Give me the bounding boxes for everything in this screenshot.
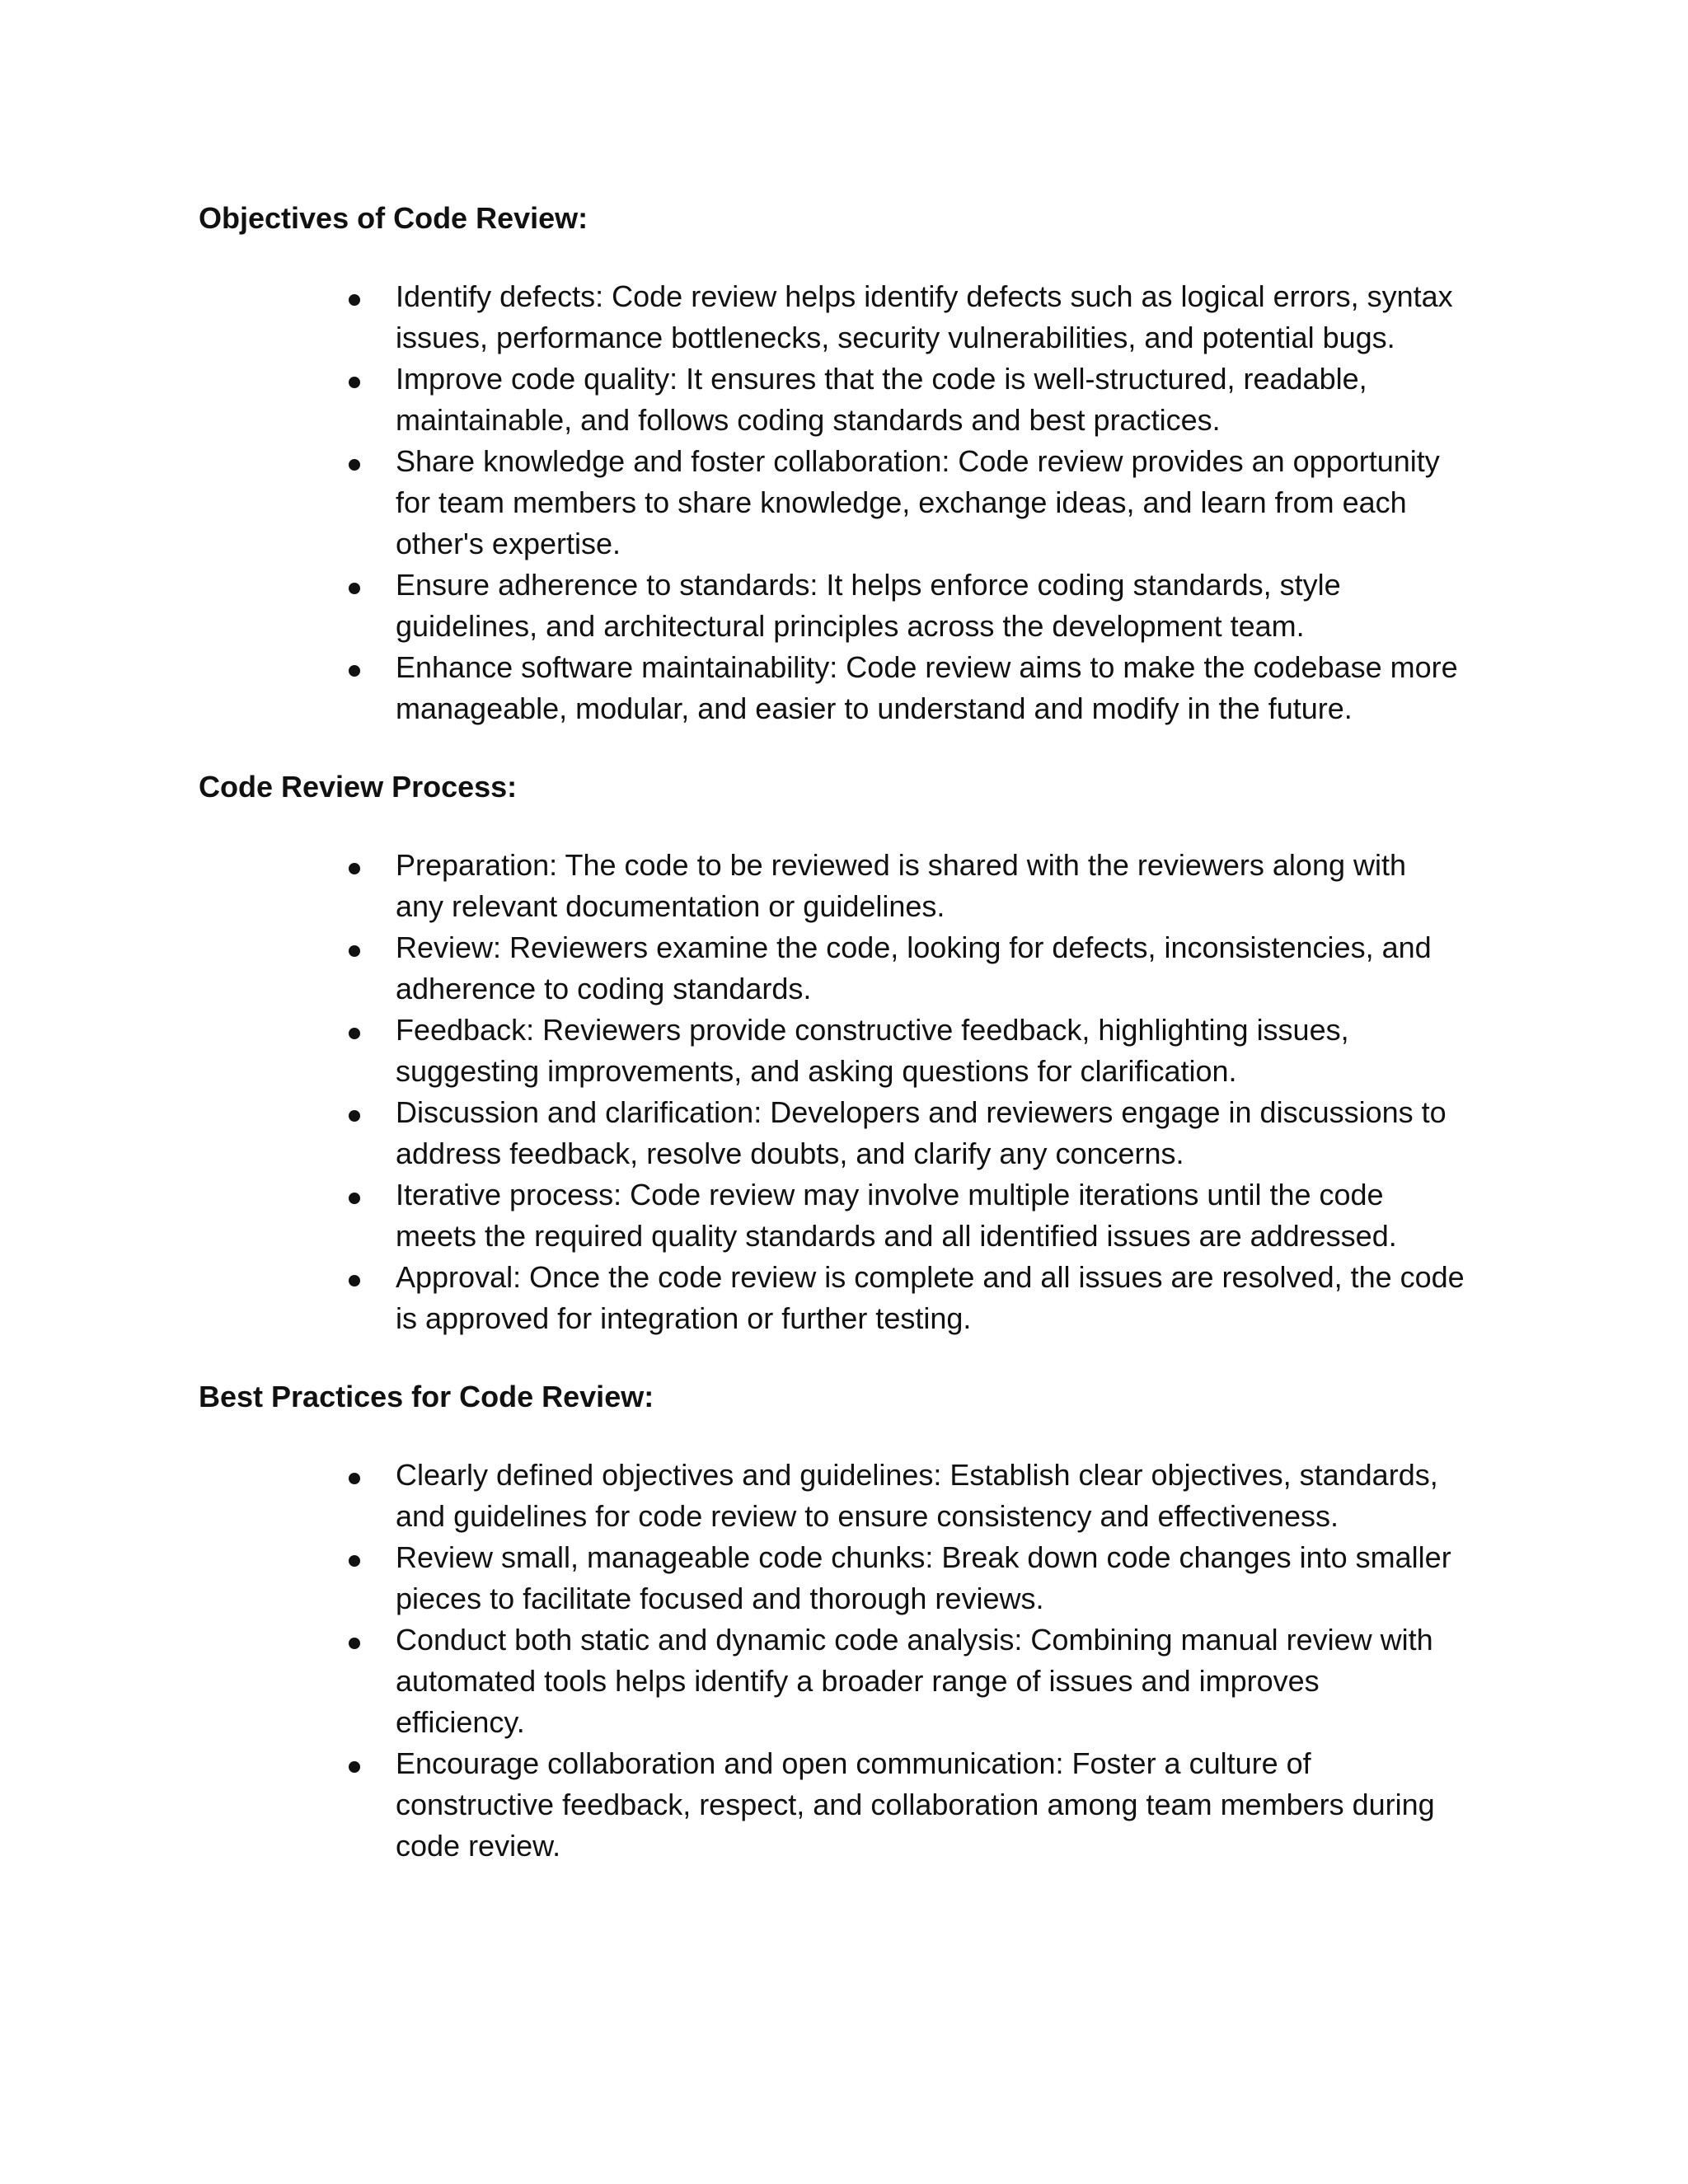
bullet-icon <box>349 1275 360 1286</box>
list-item <box>0 1092 1447 1174</box>
bullet-icon <box>349 459 360 471</box>
list-item <box>0 1455 1438 1537</box>
list-item-text: Preparation: The code to be reviewed is shared with the reviewers along with any relevant documentation or guidelines. <box>396 848 1407 923</box>
list-item-text: Encourage collaboration and open communication: Foster a culture of constructive feedback, respect, and collaboration among team members during code review. <box>396 1746 1435 1863</box>
bullet-icon <box>349 1555 360 1567</box>
list-item <box>0 1010 1349 1092</box>
list-item-text: Discussion and clarification: Developers and reviewers engage in discussions to address feedback, resolve doubts, and clarify any concerns. <box>396 1095 1447 1170</box>
bullet-icon <box>349 1028 360 1039</box>
bullet-icon <box>349 863 360 874</box>
list-item <box>0 1174 1397 1257</box>
bullet-icon <box>349 1638 360 1649</box>
list-item-text: Enhance software maintainability: Code review aims to make the codebase more manageable, modular, and easier to understand and modify in the future. <box>396 650 1458 725</box>
list-item-text: Share knowledge and foster collaboration: Code review provides an opportunity for team members to share knowledge, exchange ideas, and learn from each other's expertise. <box>396 444 1440 560</box>
list-item <box>0 441 1440 565</box>
bullet-icon <box>349 377 360 388</box>
list-item <box>0 845 1407 927</box>
list-item-text: Conduct both static and dynamic code analysis: Combining manual review with automated tools helps identify a broader range of issues and improves efficiency. <box>396 1623 1433 1739</box>
bullet-icon <box>349 1473 360 1484</box>
list-item <box>0 927 1432 1010</box>
best-practices-list <box>0 1455 1451 1867</box>
list-item-text: Feedback: Reviewers provide constructive feedback, highlighting issues, suggesting improvements, and asking questions for clarification. <box>396 1013 1349 1088</box>
list-item <box>0 1743 1435 1867</box>
list-item-text: Iterative process: Code review may involve multiple iterations until the code meets the required quality standards and all identified issues are addressed. <box>396 1178 1397 1253</box>
section-heading: Best Practices for Code Review: <box>199 1380 654 1413</box>
list-item-text: Approval: Once the code review is complete and all issues are resolved, the code is approved for integration or further testing. <box>396 1260 1465 1335</box>
list-item <box>0 565 1341 647</box>
bullet-icon <box>349 945 360 957</box>
list-item <box>0 1257 1465 1339</box>
list-item-text: Identify defects: Code review helps identify defects such as logical errors, syntax issues, performance bottlenecks, security vulnerabilities, and potential bugs. <box>396 279 1453 354</box>
list-item-text: Review small, manageable code chunks: Break down code changes into smaller pieces to facilitate focused and thorough reviews. <box>396 1540 1451 1615</box>
list-item-text: Ensure adherence to standards: It helps enforce coding standards, style guidelines, and architectural principles across the development team. <box>396 568 1341 643</box>
list-item <box>0 1537 1451 1619</box>
list-item <box>0 359 1367 441</box>
list-item <box>0 1619 1433 1743</box>
section-heading: Code Review Process: <box>199 770 518 804</box>
section-heading: Objectives of Code Review: <box>199 201 588 235</box>
objectives-list <box>0 276 1458 729</box>
list-item-text: Review: Reviewers examine the code, looking for defects, inconsistencies, and adherence to coding standards. <box>396 930 1432 1005</box>
bullet-icon <box>349 1761 360 1773</box>
bullet-icon <box>349 1193 360 1204</box>
list-item-text: Improve code quality: It ensures that the code is well-structured, readable, maintainable, and follows coding standards and best practices. <box>396 362 1367 437</box>
bullet-icon <box>349 665 360 677</box>
bullet-icon <box>349 1110 360 1122</box>
bullet-icon <box>349 294 360 306</box>
process-list <box>0 845 1465 1339</box>
list-item-text: Clearly defined objectives and guidelines: Establish clear objectives, standards, and guidelines for code review to ensure consistency and effectiveness. <box>396 1458 1438 1533</box>
bullet-icon <box>349 583 360 594</box>
list-item <box>0 276 1453 359</box>
list-item <box>0 647 1458 729</box>
